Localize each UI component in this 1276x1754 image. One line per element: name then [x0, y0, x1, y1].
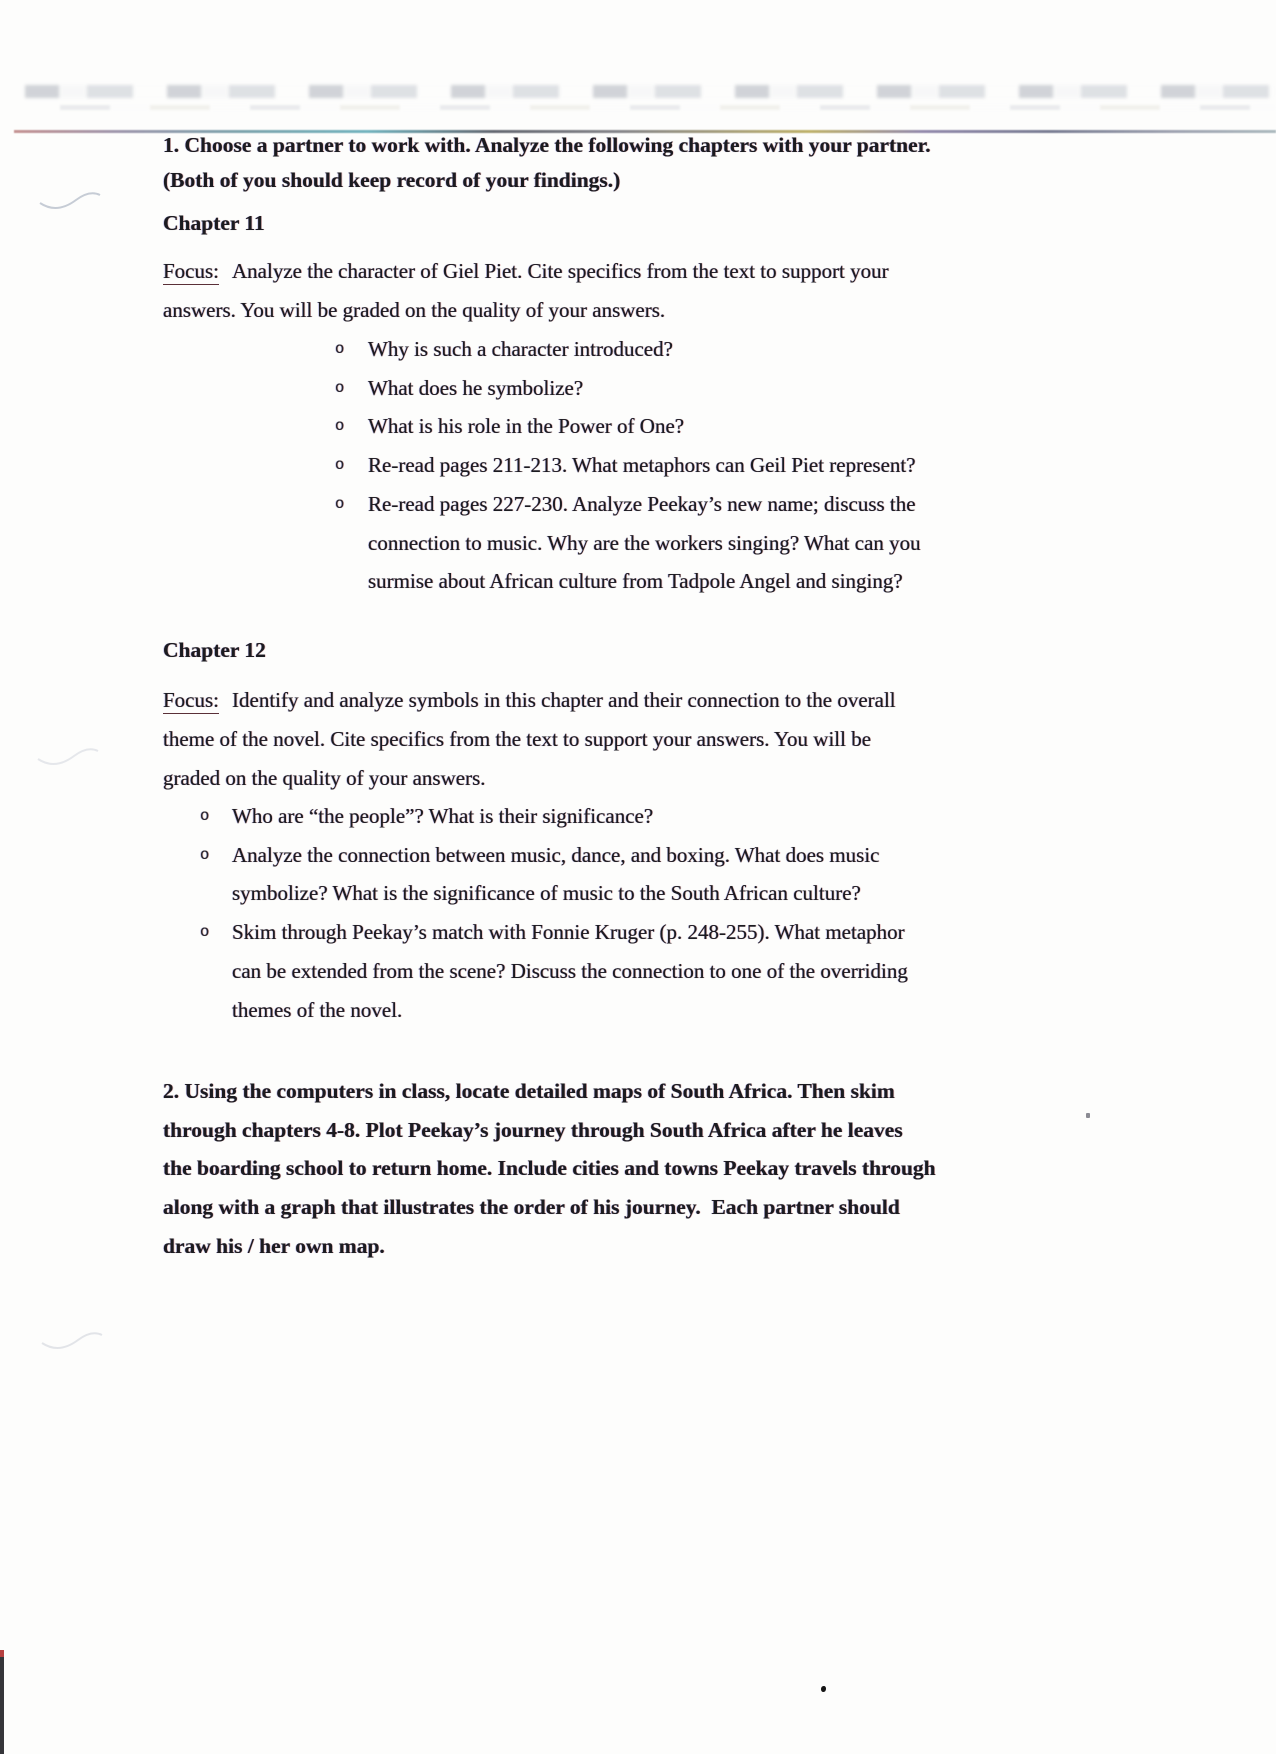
focus-line: theme of the novel. Cite specifics from the text to support your answers. You will be: [163, 727, 872, 751]
chapter-11-bullet-list: [163, 330, 1258, 601]
bullet-continuation: [163, 524, 1258, 563]
instruction-1-line: (Both of you should keep record of your findings.): [163, 168, 621, 192]
scan-smudge-band: [25, 85, 1276, 98]
bullet-text: What is his role in the Power of One?: [368, 414, 685, 439]
bullet-continuation: [163, 991, 1258, 1030]
instruction-2-line: draw his / her own map.: [163, 1233, 385, 1258]
bullet-text: Who are “the people”? What is their significance?: [232, 804, 654, 828]
chapter-12-heading: Chapter 12: [163, 638, 266, 662]
instruction-2-line: along with a graph that illustrates the order of his journey. Each partner should: [163, 1195, 900, 1220]
bullet-continuation: [163, 562, 1258, 601]
focus-label: Focus:: [163, 259, 220, 283]
circle-bullet-icon: o: [335, 417, 345, 436]
bullet-text: connection to music. Why are the workers singing? What can you: [368, 530, 921, 555]
circle-bullet-icon: o: [200, 923, 210, 942]
circle-bullet-icon: o: [335, 494, 345, 513]
bullet-item: [163, 836, 1258, 875]
bullet-text: symbolize? What is the significance of music to the South African culture?: [232, 881, 861, 906]
bullet-text: Analyze the connection between music, dance, and boxing. What does music: [232, 842, 880, 867]
chapter-11-focus-paragraph: [163, 252, 1258, 330]
instruction-2-line: the boarding school to return home. Include cities and towns Peekay travels through: [163, 1156, 936, 1181]
scan-edge-strip: [0, 1650, 4, 1754]
bullet-item: [163, 330, 1258, 369]
focus-label: Focus:: [163, 688, 220, 712]
bullet-continuation: [163, 874, 1258, 913]
bullet-item: [163, 369, 1258, 408]
pencil-mark: [38, 188, 102, 216]
focus-text: Analyze the character of Giel Piet. Cite specifics from the text to support your: [232, 259, 889, 283]
bullet-text: Why is such a character introduced?: [368, 337, 673, 361]
bullet-text: can be extended from the scene? Discuss the connection to one of the overriding: [232, 958, 908, 983]
instruction-2-paragraph: [163, 1072, 1258, 1266]
instruction-1-line: 1. Choose a partner to work with. Analyze the following chapters with your partner.: [163, 133, 931, 157]
circle-bullet-icon: o: [335, 456, 345, 475]
focus-line: [163, 681, 1258, 720]
bullet-text: surmise about African culture from Tadpole Angel and singing?: [368, 569, 903, 594]
focus-line: graded on the quality of your answers.: [163, 766, 486, 790]
bullet-text: themes of the novel.: [232, 997, 403, 1022]
bullet-item: [163, 797, 1258, 836]
circle-bullet-icon: o: [335, 378, 345, 397]
focus-text: Identify and analyze symbols in this chapter and their connection to the overall: [232, 688, 896, 712]
instruction-1-paragraph: [163, 128, 1258, 198]
bullet-continuation: [163, 952, 1258, 991]
focus-line: [163, 252, 1258, 291]
bullet-text: Re-read pages 211-213. What metaphors can Geil Piet represent?: [368, 453, 916, 478]
instruction-2-line: through chapters 4-8. Plot Peekay’s journey through South Africa after he leaves: [163, 1117, 903, 1142]
bullet-item: [163, 446, 1258, 485]
bullet-item: [163, 913, 1258, 952]
bullet-text: Re-read pages 227-230. Analyze Peekay’s new name; discuss the: [368, 491, 916, 516]
circle-bullet-icon: o: [200, 845, 210, 864]
bullet-item: [163, 485, 1258, 524]
chapter-12-bullet-list: [163, 797, 1258, 1029]
pencil-mark: [40, 1328, 104, 1356]
circle-bullet-icon: o: [335, 340, 345, 358]
bullet-item: [163, 407, 1258, 446]
ink-dot: [821, 1686, 826, 1692]
pencil-mark: [36, 744, 100, 772]
instruction-2-line: 2. Using the computers in class, locate detailed maps of South Africa. Then skim: [163, 1079, 895, 1103]
bullet-text: Skim through Peekay’s match with Fonnie Kruger (p. 248-255). What metaphor: [232, 920, 905, 945]
scan-smudge-band-light: [60, 105, 1276, 110]
circle-bullet-icon: o: [200, 807, 210, 825]
stray-speck: [1086, 1113, 1090, 1118]
chapter-12-focus-paragraph: [163, 681, 1258, 798]
bullet-text: What does he symbolize?: [368, 375, 584, 400]
chapter-11-heading: Chapter 11: [163, 211, 265, 235]
focus-line: answers. You will be graded on the quality of your answers.: [163, 298, 666, 322]
